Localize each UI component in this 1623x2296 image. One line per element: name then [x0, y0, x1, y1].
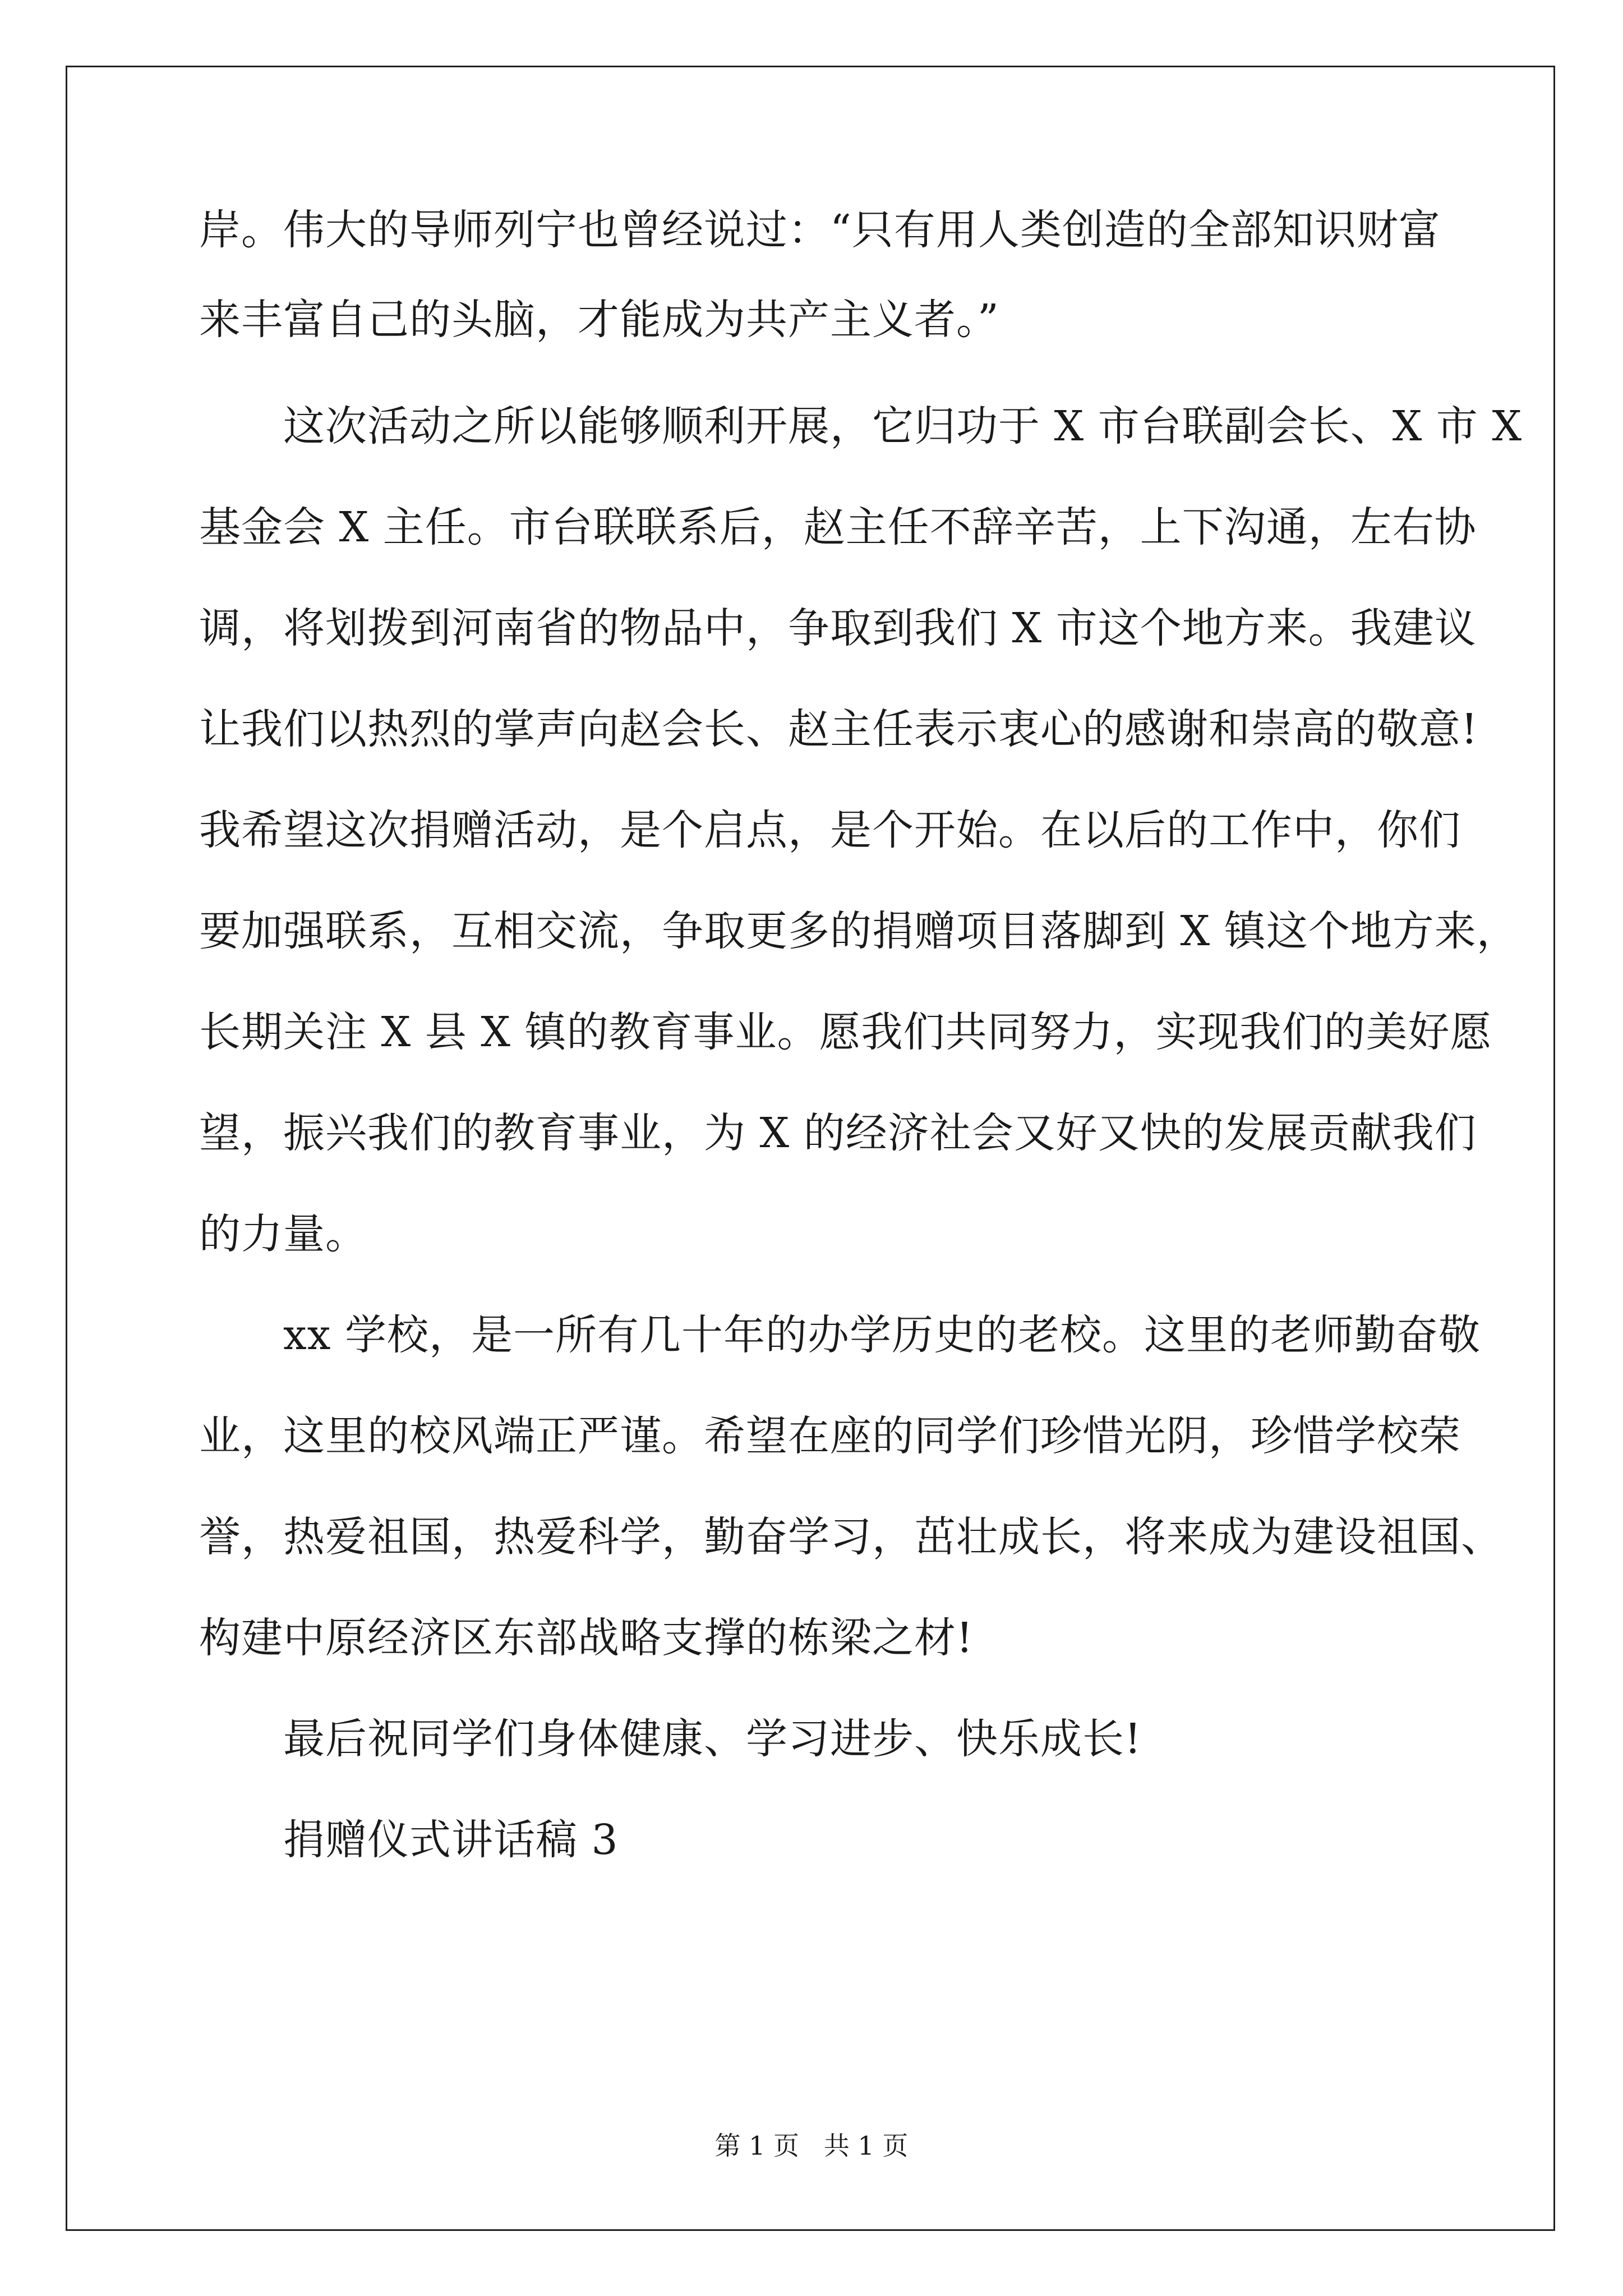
text-line-10: 望，振兴我们的教育事业，为 X 的经济社会又好又快的发展贡献我们: [199, 1109, 1477, 1157]
text-line-5: 调，将划拨到河南省的物品中，争取到我们 X 市这个地方来。我建议: [199, 604, 1477, 652]
text-line-2: 来丰富自己的头脑，才能成为共产主义者。”: [199, 296, 999, 344]
text-line-12: xx 学校，是一所有几十年的办学历史的老校。这里的老师勤奋敬: [283, 1311, 1481, 1359]
text-line-4: 基金会 X 主任。市台联联系后，赵主任不辞辛苦，上下沟通，左右协: [199, 503, 1477, 551]
text-line-8: 要加强联系，互相交流，争取更多的捐赠项目落脚到 X 镇这个地方来，: [199, 907, 1519, 955]
text-line-16: 最后祝同学们身体健康、学习进步、快乐成长!: [283, 1715, 1142, 1763]
text-line-14: 誉，热爱祖国，热爱科学，勤奋学习，茁壮成长，将来成为建设祖国、: [199, 1513, 1503, 1561]
text-line-15: 构建中原经济区东部战略支撑的栋梁之材!: [199, 1614, 974, 1662]
text-line-1: 岸。伟大的导师列宁也曾经说过：“只有用人类创造的全部知识财富: [199, 206, 1441, 254]
text-line-6: 让我们以热烈的掌声向赵会长、赵主任表示衷心的感谢和崇高的敬意!: [199, 705, 1478, 753]
text-line-7: 我希望这次捐赠活动，是个启点，是个开始。在以后的工作中，你们: [199, 806, 1461, 854]
section-heading: 捐赠仪式讲话稿 3: [283, 1816, 619, 1864]
page-footer: 第 1 页 共 1 页: [714, 2131, 909, 2161]
text-line-13: 业，这里的校风端正严谨。希望在座的同学们珍惜光阴，珍惜学校荣: [199, 1412, 1461, 1460]
text-line-11: 的力量。: [199, 1210, 367, 1258]
text-line-3: 这次活动之所以能够顺利开展，它归功于 X 市台联副会长、X 市 X: [283, 402, 1523, 450]
text-line-9: 长期关注 X 县 X 镇的教育事业。愿我们共同努力，实现我们的美好愿: [199, 1008, 1492, 1056]
